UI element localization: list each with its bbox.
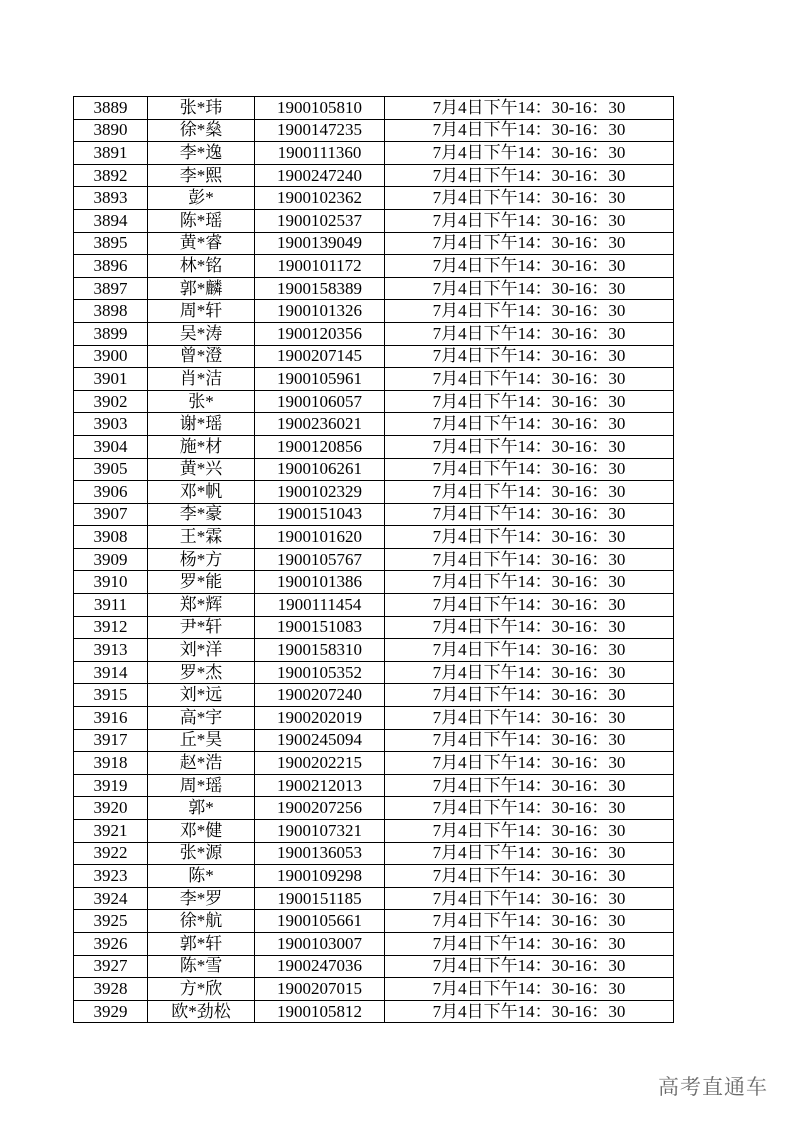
name-cell: 欧*劲松: [148, 1000, 255, 1023]
candidate-id-cell: 1900101386: [255, 571, 385, 594]
candidate-id-cell: 1900111360: [255, 142, 385, 165]
time-cell: 7月4日下午14：30-16：30: [385, 255, 674, 278]
time-cell: 7月4日下午14：30-16：30: [385, 548, 674, 571]
time-cell: 7月4日下午14：30-16：30: [385, 368, 674, 391]
name-cell: 徐*航: [148, 910, 255, 933]
row-number-cell: 3908: [74, 526, 148, 549]
name-cell: 邓*健: [148, 820, 255, 843]
name-cell: 黄*睿: [148, 232, 255, 255]
row-number-cell: 3921: [74, 820, 148, 843]
candidate-id-cell: 1900207145: [255, 345, 385, 368]
name-cell: 张*: [148, 390, 255, 413]
candidate-id-cell: 1900207256: [255, 797, 385, 820]
time-cell: 7月4日下午14：30-16：30: [385, 842, 674, 865]
name-cell: 曾*澄: [148, 345, 255, 368]
table-row: [74, 255, 674, 278]
row-number-cell: 3928: [74, 978, 148, 1001]
table-row: [74, 435, 674, 458]
row-number-cell: 3915: [74, 684, 148, 707]
row-number-cell: 3922: [74, 842, 148, 865]
table-row: [74, 300, 674, 323]
candidate-id-cell: 1900120856: [255, 435, 385, 458]
time-cell: 7月4日下午14：30-16：30: [385, 97, 674, 120]
name-cell: 赵*浩: [148, 752, 255, 775]
candidate-id-cell: 1900207240: [255, 684, 385, 707]
row-number-cell: 3910: [74, 571, 148, 594]
name-cell: 李*逸: [148, 142, 255, 165]
row-number-cell: 3901: [74, 368, 148, 391]
table-row: [74, 616, 674, 639]
table-row: [74, 978, 674, 1001]
row-number-cell: 3895: [74, 232, 148, 255]
name-cell: 郭*: [148, 797, 255, 820]
time-cell: 7月4日下午14：30-16：30: [385, 639, 674, 662]
watermark-logo-text: 高考直通车: [658, 1075, 768, 1099]
row-number-cell: 3905: [74, 458, 148, 481]
candidate-id-cell: 1900151043: [255, 503, 385, 526]
name-cell: 黄*兴: [148, 458, 255, 481]
time-cell: 7月4日下午14：30-16：30: [385, 322, 674, 345]
name-cell: 尹*轩: [148, 616, 255, 639]
time-cell: 7月4日下午14：30-16：30: [385, 932, 674, 955]
row-number-cell: 3906: [74, 481, 148, 504]
time-cell: 7月4日下午14：30-16：30: [385, 300, 674, 323]
row-number-cell: 3926: [74, 932, 148, 955]
time-cell: 7月4日下午14：30-16：30: [385, 526, 674, 549]
row-number-cell: 3899: [74, 322, 148, 345]
row-number-cell: 3890: [74, 119, 148, 142]
candidate-id-cell: 1900151083: [255, 616, 385, 639]
candidate-id-cell: 1900202215: [255, 752, 385, 775]
name-cell: 施*材: [148, 435, 255, 458]
time-cell: 7月4日下午14：30-16：30: [385, 458, 674, 481]
name-cell: 张*源: [148, 842, 255, 865]
row-number-cell: 3909: [74, 548, 148, 571]
table-row: [74, 594, 674, 617]
candidate-id-cell: 1900102537: [255, 209, 385, 232]
name-cell: 方*欣: [148, 978, 255, 1001]
table-row: [74, 458, 674, 481]
time-cell: 7月4日下午14：30-16：30: [385, 910, 674, 933]
time-cell: 7月4日下午14：30-16：30: [385, 277, 674, 300]
row-number-cell: 3917: [74, 729, 148, 752]
row-number-cell: 3904: [74, 435, 148, 458]
time-cell: 7月4日下午14：30-16：30: [385, 232, 674, 255]
table-row: [74, 187, 674, 210]
table-row: [74, 774, 674, 797]
time-cell: 7月4日下午14：30-16：30: [385, 978, 674, 1001]
table-row: [74, 910, 674, 933]
name-cell: 罗*杰: [148, 661, 255, 684]
candidate-id-cell: 1900102362: [255, 187, 385, 210]
time-cell: 7月4日下午14：30-16：30: [385, 413, 674, 436]
candidate-id-cell: 1900245094: [255, 729, 385, 752]
row-number-cell: 3907: [74, 503, 148, 526]
time-cell: 7月4日下午14：30-16：30: [385, 164, 674, 187]
candidate-id-cell: 1900111454: [255, 594, 385, 617]
table-row: [74, 707, 674, 730]
table-row: [74, 277, 674, 300]
time-cell: 7月4日下午14：30-16：30: [385, 503, 674, 526]
name-cell: 张*玮: [148, 97, 255, 120]
candidate-id-cell: 1900212013: [255, 774, 385, 797]
name-cell: 邓*帆: [148, 481, 255, 504]
time-cell: 7月4日下午14：30-16：30: [385, 684, 674, 707]
row-number-cell: 3896: [74, 255, 148, 278]
name-cell: 罗*能: [148, 571, 255, 594]
row-number-cell: 3927: [74, 955, 148, 978]
table-row: [74, 548, 674, 571]
table-row: [74, 503, 674, 526]
candidate-id-cell: 1900147235: [255, 119, 385, 142]
row-number-cell: 3925: [74, 910, 148, 933]
candidate-id-cell: 1900207015: [255, 978, 385, 1001]
row-number-cell: 3903: [74, 413, 148, 436]
candidate-id-cell: 1900136053: [255, 842, 385, 865]
name-cell: 刘*远: [148, 684, 255, 707]
candidate-id-cell: 1900247240: [255, 164, 385, 187]
row-number-cell: 3897: [74, 277, 148, 300]
time-cell: 7月4日下午14：30-16：30: [385, 571, 674, 594]
name-cell: 丘*昊: [148, 729, 255, 752]
candidate-id-cell: 1900106057: [255, 390, 385, 413]
table-row: [74, 639, 674, 662]
time-cell: 7月4日下午14：30-16：30: [385, 119, 674, 142]
name-cell: 郭*轩: [148, 932, 255, 955]
name-cell: 杨*方: [148, 548, 255, 571]
table-row: [74, 390, 674, 413]
candidate-id-cell: 1900105767: [255, 548, 385, 571]
row-number-cell: 3900: [74, 345, 148, 368]
name-cell: 徐*燊: [148, 119, 255, 142]
name-cell: 刘*洋: [148, 639, 255, 662]
table-row: [74, 119, 674, 142]
candidate-id-cell: 1900103007: [255, 932, 385, 955]
time-cell: 7月4日下午14：30-16：30: [385, 865, 674, 888]
time-cell: 7月4日下午14：30-16：30: [385, 752, 674, 775]
table-row: [74, 729, 674, 752]
time-cell: 7月4日下午14：30-16：30: [385, 887, 674, 910]
table-row: [74, 842, 674, 865]
table-row: [74, 413, 674, 436]
candidate-id-cell: 1900236021: [255, 413, 385, 436]
table-row: [74, 97, 674, 120]
candidate-id-cell: 1900102329: [255, 481, 385, 504]
name-cell: 吴*涛: [148, 322, 255, 345]
name-cell: 李*熙: [148, 164, 255, 187]
row-number-cell: 3889: [74, 97, 148, 120]
candidate-id-cell: 1900247036: [255, 955, 385, 978]
row-number-cell: 3902: [74, 390, 148, 413]
name-cell: 郭*麟: [148, 277, 255, 300]
row-number-cell: 3916: [74, 707, 148, 730]
candidate-id-cell: 1900151185: [255, 887, 385, 910]
table-row: [74, 164, 674, 187]
time-cell: 7月4日下午14：30-16：30: [385, 435, 674, 458]
time-cell: 7月4日下午14：30-16：30: [385, 774, 674, 797]
row-number-cell: 3894: [74, 209, 148, 232]
table-row: [74, 887, 674, 910]
row-number-cell: 3898: [74, 300, 148, 323]
table-row: [74, 955, 674, 978]
row-number-cell: 3924: [74, 887, 148, 910]
row-number-cell: 3912: [74, 616, 148, 639]
time-cell: 7月4日下午14：30-16：30: [385, 797, 674, 820]
time-cell: 7月4日下午14：30-16：30: [385, 661, 674, 684]
time-cell: 7月4日下午14：30-16：30: [385, 707, 674, 730]
candidate-id-cell: 1900101326: [255, 300, 385, 323]
candidate-id-cell: 1900105810: [255, 97, 385, 120]
table-row: [74, 526, 674, 549]
table-row: [74, 661, 674, 684]
table-row: [74, 209, 674, 232]
time-cell: 7月4日下午14：30-16：30: [385, 616, 674, 639]
name-cell: 彭*: [148, 187, 255, 210]
row-number-cell: 3891: [74, 142, 148, 165]
row-number-cell: 3914: [74, 661, 148, 684]
candidate-id-cell: 1900105661: [255, 910, 385, 933]
table-row: [74, 481, 674, 504]
time-cell: 7月4日下午14：30-16：30: [385, 345, 674, 368]
row-number-cell: 3893: [74, 187, 148, 210]
name-cell: 王*霖: [148, 526, 255, 549]
name-cell: 谢*瑶: [148, 413, 255, 436]
name-cell: 林*铭: [148, 255, 255, 278]
name-cell: 周*轩: [148, 300, 255, 323]
time-cell: 7月4日下午14：30-16：30: [385, 594, 674, 617]
name-cell: 肖*洁: [148, 368, 255, 391]
table-row: [74, 797, 674, 820]
candidate-id-cell: 1900107321: [255, 820, 385, 843]
row-number-cell: 3892: [74, 164, 148, 187]
name-cell: 李*豪: [148, 503, 255, 526]
time-cell: 7月4日下午14：30-16：30: [385, 729, 674, 752]
table-row: [74, 1000, 674, 1023]
candidate-id-cell: 1900106261: [255, 458, 385, 481]
time-cell: 7月4日下午14：30-16：30: [385, 187, 674, 210]
time-cell: 7月4日下午14：30-16：30: [385, 481, 674, 504]
row-number-cell: 3929: [74, 1000, 148, 1023]
candidate-id-cell: 1900105812: [255, 1000, 385, 1023]
name-cell: 周*瑶: [148, 774, 255, 797]
table-row: [74, 932, 674, 955]
table-row: [74, 322, 674, 345]
time-cell: 7月4日下午14：30-16：30: [385, 1000, 674, 1023]
name-cell: 陈*: [148, 865, 255, 888]
time-cell: 7月4日下午14：30-16：30: [385, 142, 674, 165]
time-cell: 7月4日下午14：30-16：30: [385, 955, 674, 978]
candidate-id-cell: 1900120356: [255, 322, 385, 345]
row-number-cell: 3920: [74, 797, 148, 820]
candidate-id-cell: 1900158389: [255, 277, 385, 300]
table-row: [74, 232, 674, 255]
candidate-id-cell: 1900158310: [255, 639, 385, 662]
row-number-cell: 3919: [74, 774, 148, 797]
candidate-id-cell: 1900105352: [255, 661, 385, 684]
row-number-cell: 3918: [74, 752, 148, 775]
name-cell: 高*宇: [148, 707, 255, 730]
schedule-table: [73, 96, 674, 1023]
name-cell: 陈*雪: [148, 955, 255, 978]
table-row: [74, 865, 674, 888]
row-number-cell: 3923: [74, 865, 148, 888]
table-row: [74, 142, 674, 165]
name-cell: 陈*瑶: [148, 209, 255, 232]
table-row: [74, 684, 674, 707]
table-row: [74, 752, 674, 775]
candidate-id-cell: 1900105961: [255, 368, 385, 391]
name-cell: 李*罗: [148, 887, 255, 910]
candidate-id-cell: 1900101172: [255, 255, 385, 278]
table-row: [74, 345, 674, 368]
candidate-id-cell: 1900109298: [255, 865, 385, 888]
row-number-cell: 3913: [74, 639, 148, 662]
time-cell: 7月4日下午14：30-16：30: [385, 820, 674, 843]
time-cell: 7月4日下午14：30-16：30: [385, 390, 674, 413]
table-row: [74, 571, 674, 594]
table-row: [74, 368, 674, 391]
candidate-id-cell: 1900139049: [255, 232, 385, 255]
name-cell: 郑*辉: [148, 594, 255, 617]
table-row: [74, 820, 674, 843]
row-number-cell: 3911: [74, 594, 148, 617]
time-cell: 7月4日下午14：30-16：30: [385, 209, 674, 232]
table-body: [74, 97, 674, 1023]
candidate-id-cell: 1900202019: [255, 707, 385, 730]
candidate-id-cell: 1900101620: [255, 526, 385, 549]
